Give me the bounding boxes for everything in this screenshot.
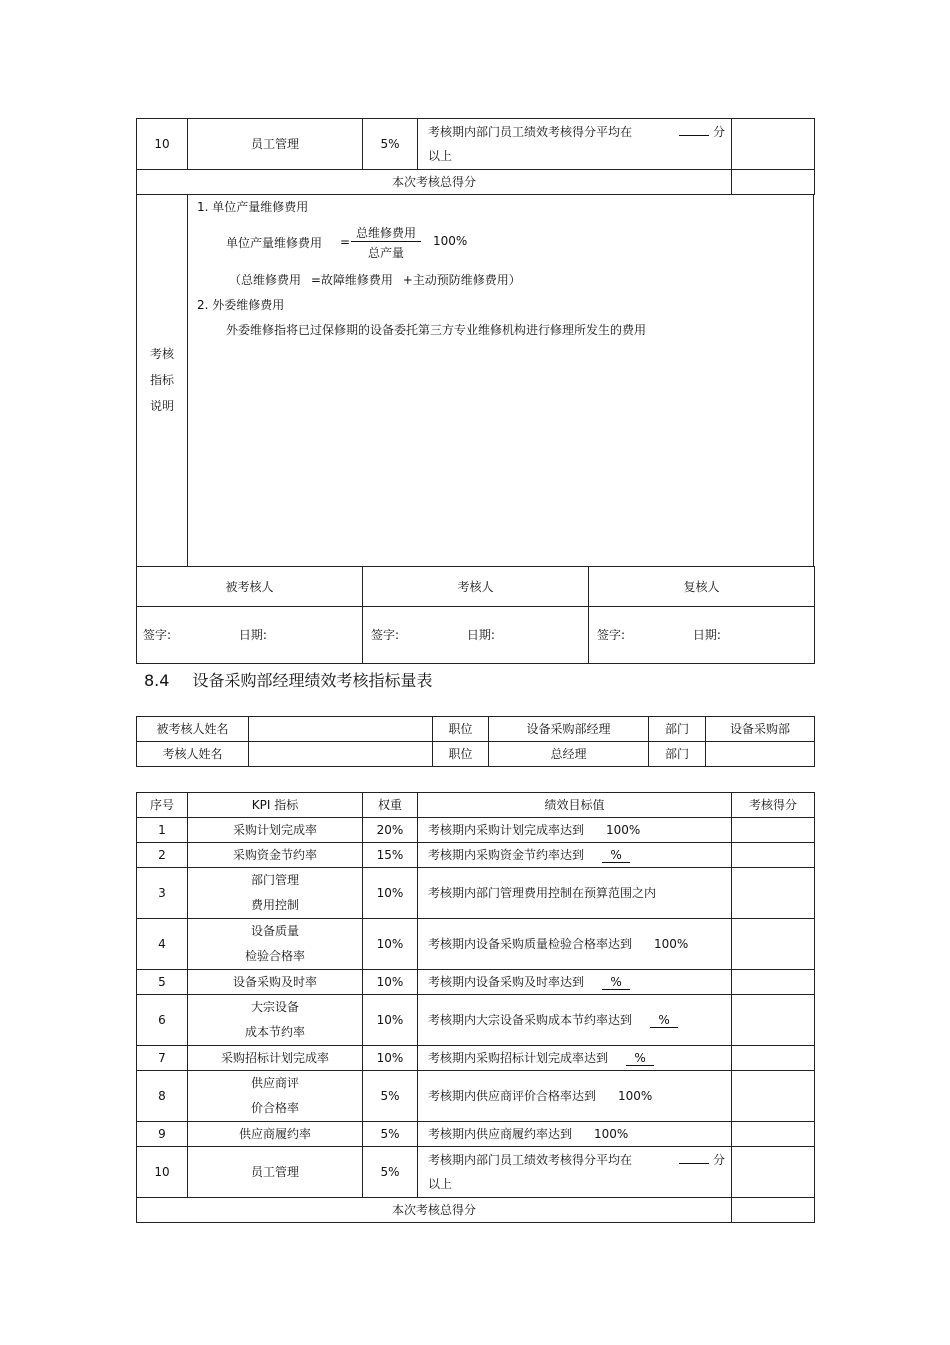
- kpi-weight: 10%: [363, 919, 418, 970]
- sign-label: 签字:: [143, 628, 172, 642]
- target-value: 100%: [594, 1127, 629, 1141]
- formula-pct: 100%: [433, 234, 468, 248]
- table-row: [137, 119, 815, 170]
- date-label: 日期:: [466, 628, 495, 642]
- kpi-weight: 5%: [363, 1147, 418, 1198]
- reviewee-header: 被考核人: [137, 567, 363, 607]
- table-row: [137, 995, 815, 1046]
- kpi-weight: 5%: [363, 1122, 418, 1147]
- formula-note: [229, 271, 521, 288]
- info-table: [136, 716, 815, 767]
- row-number: 7: [137, 1046, 188, 1071]
- kpi-name-line: 部门管理: [250, 873, 299, 887]
- kpi-target: [418, 1122, 732, 1147]
- kpi-weight: 5%: [363, 119, 418, 170]
- target-text: 考核期内采购资金节约率达到: [428, 848, 585, 862]
- kpi-name: [188, 868, 363, 919]
- score-cell[interactable]: [732, 843, 815, 868]
- kpi-name: [188, 1046, 363, 1071]
- kpi-name-line: 大宗设备: [250, 1000, 299, 1014]
- kpi-name: 员工管理: [188, 119, 363, 170]
- fraction-bar: [351, 241, 421, 242]
- target-value: %: [602, 849, 630, 863]
- target-value: 100%: [618, 1089, 653, 1103]
- score-cell[interactable]: [732, 1147, 815, 1198]
- item2-title: 2. 外委维修费用: [197, 298, 285, 312]
- row-number: 3: [137, 868, 188, 919]
- reviewee-name-label: 被考核人姓名: [137, 717, 249, 742]
- row-number: 10: [137, 119, 188, 170]
- kpi-name: [188, 1122, 363, 1147]
- item2-desc: 外委维修指将已过保修期的设备委托第三方专业维修机构进行修理所发生的费用: [226, 323, 647, 337]
- kpi-name: [188, 995, 363, 1046]
- side-label-3: 说明: [149, 399, 174, 413]
- total-score-cell[interactable]: [732, 170, 815, 195]
- info-row: [137, 717, 815, 742]
- section-title: 设备采购部经理绩效考核指标量表: [192, 671, 433, 690]
- table-row: [137, 1071, 815, 1122]
- explanation-block: [136, 194, 814, 567]
- target-text-cont: 以上: [428, 1177, 453, 1191]
- reviewer-sign-cell[interactable]: [363, 607, 589, 664]
- score-cell[interactable]: [732, 818, 815, 843]
- target-unit: 分: [712, 125, 725, 139]
- formula-note-c: +主动预防维修费用）: [402, 273, 521, 287]
- kpi-target: [418, 995, 732, 1046]
- total-row: [137, 1198, 815, 1223]
- kpi-name-line: 采购计划完成率: [232, 823, 317, 837]
- section-number: 8.4: [144, 671, 170, 690]
- total-label: 本次考核总得分: [137, 170, 732, 195]
- kpi-name-line: 成本节约率: [244, 1025, 305, 1039]
- target-text: 考核期内设备采购及时率达到: [428, 975, 585, 989]
- table-row: [137, 1046, 815, 1071]
- row-number: 4: [137, 919, 188, 970]
- row-number: 6: [137, 995, 188, 1046]
- table-row: [137, 868, 815, 919]
- rechecker-sign-cell[interactable]: [589, 607, 815, 664]
- kpi-target: [418, 868, 732, 919]
- total-score-cell[interactable]: [732, 1198, 815, 1223]
- kpi-target: [418, 119, 732, 170]
- row-number: 2: [137, 843, 188, 868]
- side-label-1: 考核: [149, 347, 174, 361]
- target-text-cont: 以上: [428, 149, 453, 163]
- total-label: 本次考核总得分: [137, 1198, 732, 1223]
- kpi-name: [188, 843, 363, 868]
- score-cell[interactable]: [732, 919, 815, 970]
- score-cell[interactable]: [732, 868, 815, 919]
- kpi-weight: 20%: [363, 818, 418, 843]
- reviewee-sign-cell[interactable]: [137, 607, 363, 664]
- kpi-name-line: 价合格率: [250, 1101, 299, 1115]
- kpi-table: [136, 792, 815, 1223]
- kpi-name-line: 供应商评: [250, 1076, 299, 1090]
- kpi-rows: [137, 818, 815, 1147]
- department-value: [706, 742, 815, 767]
- kpi-weight: 10%: [363, 970, 418, 995]
- formula-left: 单位产量维修费用: [226, 236, 323, 250]
- kpi-target: [418, 843, 732, 868]
- department-value: 设备采购部: [706, 717, 815, 742]
- position-label: 职位: [433, 742, 489, 767]
- header-target: 绩效目标值: [418, 793, 732, 818]
- target-text: 考核期内部门员工绩效考核得分平均在: [428, 125, 633, 139]
- table-row: [137, 970, 815, 995]
- target-text: 考核期内供应商履约率达到: [428, 1127, 573, 1141]
- sign-label: 签字:: [371, 628, 400, 642]
- kpi-target: [418, 1071, 732, 1122]
- position-value: 设备采购部经理: [489, 717, 649, 742]
- table-row: [137, 818, 815, 843]
- table-row: [137, 1147, 815, 1198]
- target-text: 考核期内部门员工绩效考核得分平均在: [428, 1153, 633, 1167]
- total-row: [137, 170, 815, 195]
- fill-blank: [679, 1151, 709, 1164]
- header-no: 序号: [137, 793, 188, 818]
- kpi-header-row: [137, 793, 815, 818]
- target-value: %: [650, 1014, 678, 1028]
- row-number: 10: [137, 1147, 188, 1198]
- kpi-weight: 10%: [363, 1046, 418, 1071]
- signature-table: [136, 566, 815, 664]
- formula-eq: =: [340, 235, 351, 249]
- position-label: 职位: [433, 717, 489, 742]
- target-value: 100%: [654, 937, 689, 951]
- fill-blank: [679, 123, 709, 136]
- score-cell[interactable]: [732, 970, 815, 995]
- item1-title: 1. 单位产量维修费用: [197, 200, 309, 214]
- rechecker-header: 复核人: [589, 567, 815, 607]
- score-cell[interactable]: [732, 119, 815, 170]
- score-cell[interactable]: [732, 1046, 815, 1071]
- kpi-target: [418, 1046, 732, 1071]
- header-score: 考核得分: [732, 793, 815, 818]
- header-weight: 权重: [363, 793, 418, 818]
- target-value: 100%: [606, 823, 641, 837]
- kpi-weight: 5%: [363, 1071, 418, 1122]
- row-number: 8: [137, 1071, 188, 1122]
- table-row: [137, 1122, 815, 1147]
- row-number: 9: [137, 1122, 188, 1147]
- kpi-weight: 15%: [363, 843, 418, 868]
- formula-note-a: （总维修费用: [229, 273, 302, 287]
- reviewer-name-field[interactable]: [249, 742, 433, 767]
- explanation-side: [137, 194, 188, 566]
- target-text: 考核期内设备采购质量检验合格率达到: [428, 937, 633, 951]
- header-kpi: KPI 指标: [188, 793, 363, 818]
- sign-label: 签字:: [597, 628, 626, 642]
- info-row: [137, 742, 815, 767]
- department-label: 部门: [649, 742, 706, 767]
- formula-denominator: 总产量: [367, 246, 404, 260]
- top-kpi-table: [136, 118, 815, 195]
- reviewer-header: 考核人: [363, 567, 589, 607]
- kpi-name-line: 设备质量: [250, 924, 299, 938]
- kpi-name: [188, 1071, 363, 1122]
- target-value: %: [626, 1052, 654, 1066]
- kpi-name-line: 设备采购及时率: [232, 975, 317, 989]
- kpi-name-line: 供应商履约率: [238, 1127, 311, 1141]
- formula-note-b: =故障维修费用: [310, 273, 393, 287]
- section-heading: [144, 668, 433, 691]
- reviewer-name-label: 考核人姓名: [137, 742, 249, 767]
- position-value: 总经理: [489, 742, 649, 767]
- target-unit: 分: [712, 1153, 725, 1167]
- kpi-name-line: 采购招标计划完成率: [220, 1051, 329, 1065]
- row-number: 1: [137, 818, 188, 843]
- table-row: [137, 919, 815, 970]
- target-text: 考核期内采购招标计划完成率达到: [428, 1051, 609, 1065]
- side-label-2: 指标: [149, 373, 174, 387]
- signature-header-row: [137, 567, 815, 607]
- kpi-name-line: 采购资金节约率: [232, 848, 317, 862]
- target-value: %: [602, 976, 630, 990]
- score-cell[interactable]: [732, 1122, 815, 1147]
- formula-numerator: 总维修费用: [355, 226, 416, 240]
- reviewee-name-field[interactable]: [249, 717, 433, 742]
- kpi-weight: 10%: [363, 868, 418, 919]
- kpi-target: [418, 919, 732, 970]
- kpi-name: [188, 818, 363, 843]
- target-text: 考核期内部门管理费用控制在预算范围之内: [428, 886, 657, 900]
- score-cell[interactable]: [732, 995, 815, 1046]
- kpi-name: [188, 970, 363, 995]
- kpi-target: [418, 818, 732, 843]
- date-label: 日期:: [238, 628, 267, 642]
- signature-row: [137, 607, 815, 664]
- kpi-name: [188, 919, 363, 970]
- kpi-weight: 10%: [363, 995, 418, 1046]
- row-number: 5: [137, 970, 188, 995]
- kpi-name-line: 检验合格率: [244, 949, 305, 963]
- kpi-target: [418, 1147, 732, 1198]
- score-cell[interactable]: [732, 1071, 815, 1122]
- date-label: 日期:: [692, 628, 721, 642]
- target-text: 考核期内大宗设备采购成本节约率达到: [428, 1013, 633, 1027]
- target-text: 考核期内供应商评价合格率达到: [428, 1089, 597, 1103]
- kpi-name: 员工管理: [188, 1147, 363, 1198]
- kpi-name-line: 费用控制: [250, 898, 299, 912]
- kpi-target: [418, 970, 732, 995]
- target-text: 考核期内采购计划完成率达到: [428, 823, 585, 837]
- department-label: 部门: [649, 717, 706, 742]
- table-row: [137, 843, 815, 868]
